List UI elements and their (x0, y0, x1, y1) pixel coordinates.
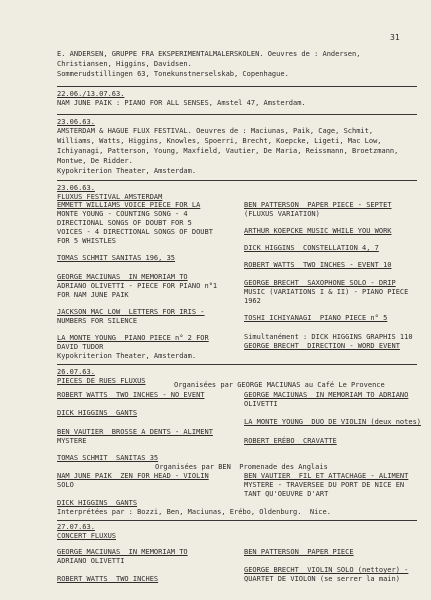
section-divider (57, 364, 417, 365)
program-line: MUSIC (VARIATIONS I & II) - PIANO PIECE (244, 288, 409, 296)
section-title: CONCERT FLUXUS (57, 532, 117, 540)
program-line: ROBERT WATTS TWO INCHES (57, 575, 159, 583)
section-divider (57, 114, 417, 115)
program-line: BEN PATTERSON PAPER PIECE (244, 548, 354, 556)
program-line: BEN PATTERSON PAPER PIECE - SEPTET (244, 201, 392, 209)
program-line: FOR 5 WHISTLES (57, 237, 117, 245)
program-line: DIRECTIONAL SONGS OF DOUBT FOR 5 (57, 219, 192, 227)
page-number: 31 (390, 33, 400, 42)
section-date: 23.06.63. (57, 118, 95, 126)
program-line: DAVID TUDOR (57, 343, 104, 351)
program-line: EMMETT WILLIAMS VOICE PIECE FOR LA (57, 201, 201, 209)
festival-line: Williams, Watts, Higgins, Knowles, Spoerri, Brecht, Koepcke, Ligeti, Mac Low, (57, 137, 382, 145)
program-line: GEORGE MACIUNAS IN MEMORIAM TO ADRIANO (244, 391, 409, 399)
program-line: ROBERT WATTS TWO INCHES - EVENT 10 (244, 261, 392, 269)
program-line: BEN VAUTIER FIL ET ATTACHAGE - ALIMENT (244, 472, 409, 480)
program-line: ADRIANO OLIVETTI - PIECE FOR PIANO n°1 (57, 282, 218, 290)
program-line: TOMAS SCHMIT SANITAS 35 (57, 454, 159, 462)
program-line: VOICES - 4 DIRECTIONAL SONGS OF DOUBT (57, 228, 213, 236)
program-line: DICK HIGGINS GANTS (57, 409, 138, 417)
program-line: ARTHUR KOEPCKE MUSIC WHILE YOU WORK (244, 227, 392, 235)
event-line: NAM JUNE PAIK : PIANO FOR ALL SENSES, Amstel 47, Amsterdam. (57, 99, 306, 107)
performers-line: Interprétées par : Bozzi, Ben, Maciunas, Erébo, Oldenburg. Nice. (57, 508, 331, 516)
program-line: TOSHI ICHIYANAGI PIANO PIECE n° 5 (244, 314, 388, 322)
section-divider (57, 520, 417, 521)
organizer-line: Organisées par GEORGE MACIUNAS au Café Le Provence (174, 381, 385, 389)
program-line: (FLUXUS VARIATION) (244, 210, 320, 218)
program-line: ROBERT WATTS TWO INCHES - NO EVENT (57, 391, 205, 399)
program-line: ROBERT ERÉBO CRAVATTE (244, 437, 337, 445)
program-line: ADRIANO OLIVETTI (57, 557, 125, 565)
section-title: FLUXUS FESTIVAL AMSTERDAM (57, 193, 163, 201)
program-line: GEORGE BRECHT SAXOPHONE SOLO - DRIP (244, 279, 396, 287)
program-line: Simultanément : DICK HIGGINS GRAPHIS 110 (244, 333, 413, 341)
program-line: MYSTERE - TRAVERSEE DU PORT DE NICE EN (244, 481, 405, 489)
program-line: FOR NAM JUNE PAIK (57, 291, 129, 299)
program-line: GEORGE MACIUNAS IN MEMORIAM TO (57, 273, 188, 281)
program-line: OLIVETTI (244, 400, 278, 408)
program-line: GEORGE BRECHT VIOLIN SOLO (nettoyer) - (244, 566, 409, 574)
section-date: 22.06./13.07.63. (57, 90, 125, 98)
program-line: DICK HIGGINS CONSTELLATION 4, 7 (244, 244, 379, 252)
program-line: MONTE YOUNG - COUNTING SONG - 4 (57, 210, 188, 218)
program-line: BEN VAUTIER BROSSE A DENTS - ALIMENT (57, 428, 213, 436)
program-line: 1962 (244, 297, 261, 305)
organizer-line: Organisées par BEN Promenade des Anglais (155, 463, 328, 471)
program-line: TOMAS SCHMIT SANITAS 196, 35 (57, 254, 176, 262)
program-line: LA MONTE YOUNG DUO DE VIOLIN (deux notes) (244, 418, 422, 426)
program-line: GEORGE MACIUNAS IN MEMORIAM TO (57, 548, 188, 556)
intro-line: E. ANDERSEN, GRUPPE FRA EKSPERIMENTALMALERSKOLEN. Oeuvres de : Andersen, (57, 50, 361, 58)
program-line: DICK HIGGINS GANTS (57, 499, 138, 507)
program-line: MYSTERE (57, 437, 87, 445)
program-line: QUARTET DE VIOLON (se serrer la main) (244, 575, 400, 583)
venue-line: Kypokriterion Theater, Amsterdam. (57, 352, 197, 360)
section-title: PIECES DE RUES FLUXUS (57, 377, 146, 385)
program-line: TANT QU'OEUVRE D'ART (244, 490, 329, 498)
section-date: 27.07.63. (57, 523, 95, 531)
program-line: LA MONTE YOUNG PIANO PIECE n° 2 FOR (57, 334, 209, 342)
festival-line: AMSTERDAM & HAGUE FLUX FESTIVAL. Oeuvres de : Maciunas, Paik, Cage, Schmit, (57, 127, 374, 135)
program-line: NUMBERS FOR SILENCE (57, 317, 138, 325)
intro-line: Sommerudstillingen 63, Tonekunstnerselskab, Copenhague. (57, 70, 289, 78)
program-line: GEORGE BRECHT DIRECTION - WORD EVENT (244, 342, 400, 350)
section-divider (57, 86, 417, 87)
section-date: 23.06.63. (57, 184, 95, 192)
intro-line: Christiansen, Higgins, Davidsen. (57, 60, 192, 68)
program-line: JACKSON MAC LOW LETTERS FOR IRIS - (57, 308, 205, 316)
program-line: SOLO (57, 481, 74, 489)
festival-line: Ichiyanagi, Patterson, Young, Maxfield, Vautier, De Maria, Reissmann, Broetzmann, (57, 147, 399, 155)
section-date: 26.07.63. (57, 368, 95, 376)
festival-line: Montwe, De Ridder. (57, 157, 133, 165)
section-divider (57, 180, 417, 181)
program-line: NAM JUNE PAIK ZEN FOR HEAD - VIOLIN (57, 472, 209, 480)
venue-line: Kypokriterion Theater, Amsterdam. (57, 167, 197, 175)
